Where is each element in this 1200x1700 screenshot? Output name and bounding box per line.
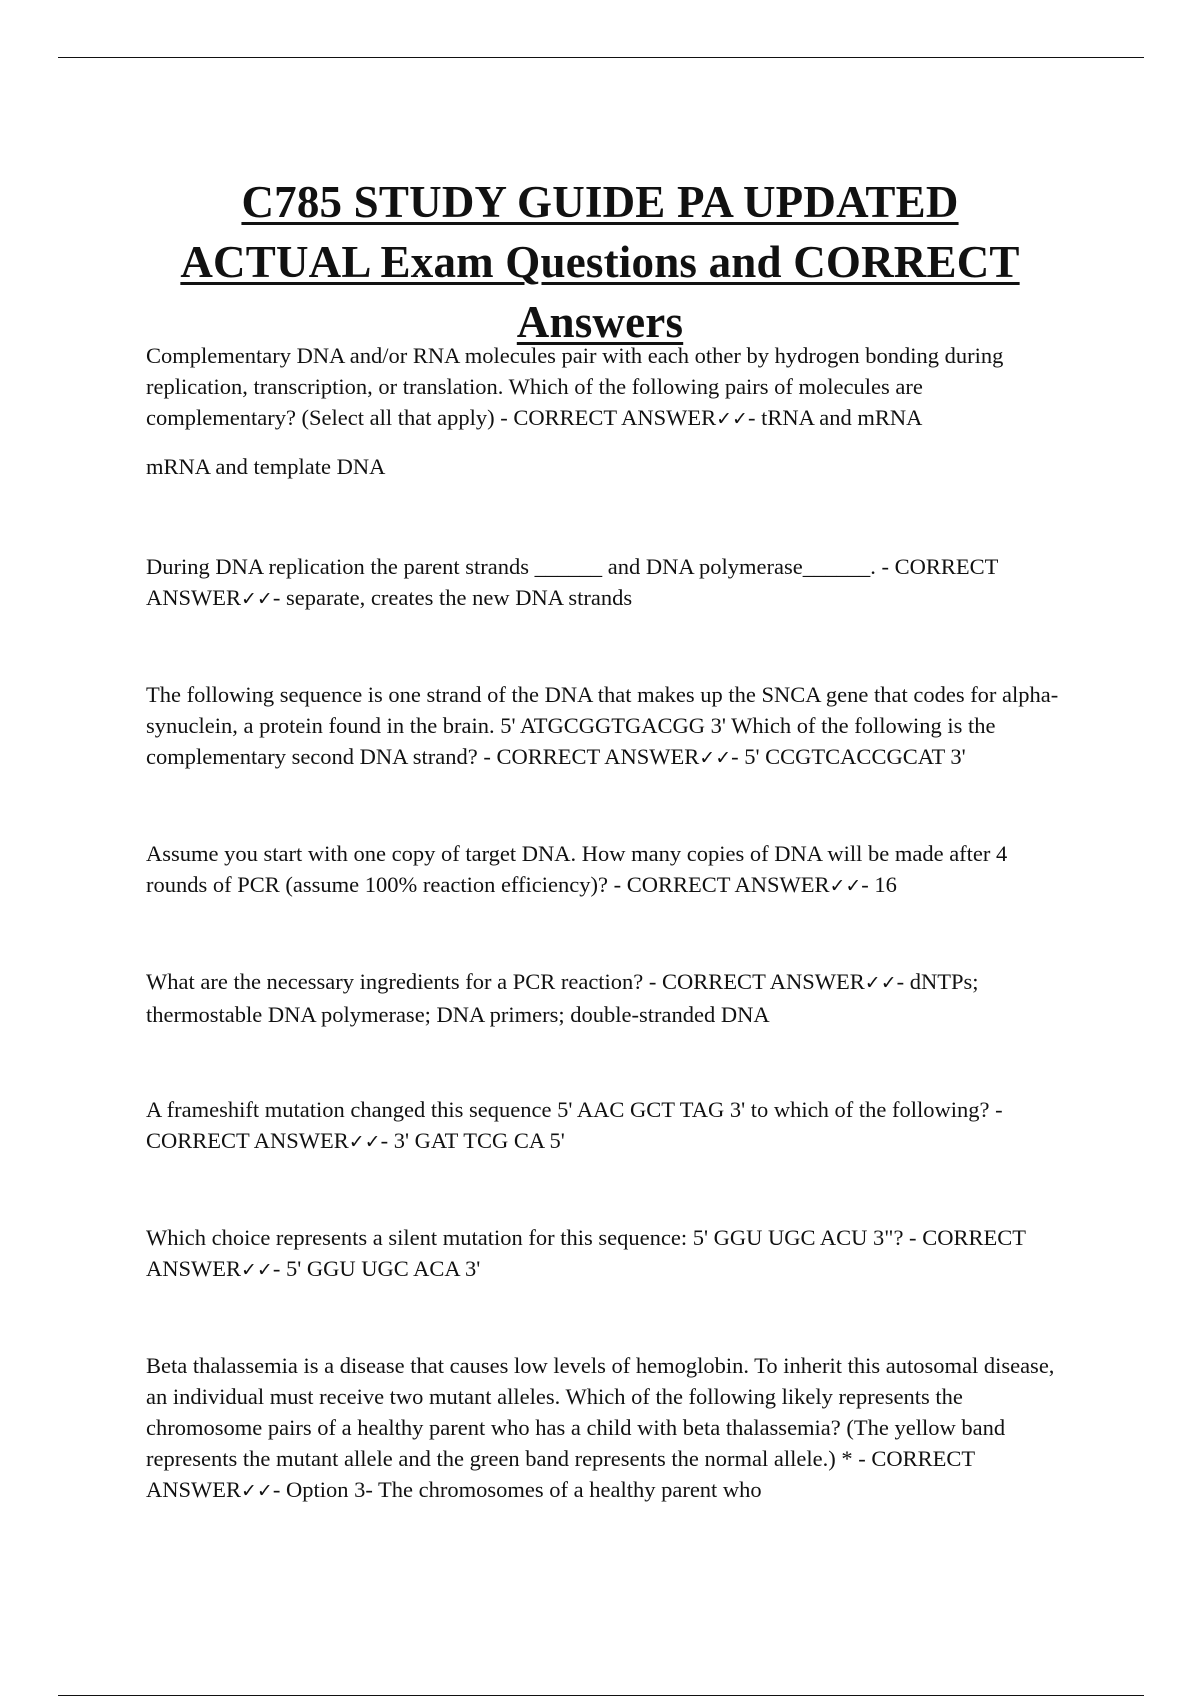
qa-item-4 <box>146 838 1064 902</box>
qa-item-3 <box>146 679 1064 774</box>
answer-text: - dNTPs; thermostable DNA polymerase; DNA primers; double-stranded DNA <box>146 969 979 1027</box>
answer-text: - tRNA and mRNA <box>747 405 923 430</box>
qa-item-7 <box>146 1222 1064 1286</box>
correct-answer-label: CORRECT ANSWER <box>146 1128 349 1153</box>
qa-item-8 <box>146 1350 1064 1507</box>
checkmark-icon: ✓✓ <box>716 408 748 430</box>
answer-text: - 3' GAT TCG CA 5' <box>380 1128 565 1153</box>
checkmark-icon: ✓✓ <box>829 875 862 897</box>
correct-answer-label: CORRECT ANSWER <box>146 554 998 610</box>
answer-extra-line: mRNA and template DNA <box>146 454 386 479</box>
correct-answer-label: CORRECT ANSWER <box>146 1446 975 1502</box>
qa-item-2 <box>146 551 1064 615</box>
bottom-rule <box>58 1695 1144 1696</box>
question-text: Beta thalassemia is a disease that causes low levels of hemoglobin. To inherit this autosomal disease, an individual must receive two mutant alleles. Which of the following likely represents the chromosome pairs of a healthy parent who has a child with beta thalassemia? (The yellow band represents the mutant allele and the green band represents the normal allele.) * - <box>146 1353 1055 1471</box>
qa-list <box>146 340 1064 1507</box>
answer-text: - Option 3- The chromosomes of a healthy parent who <box>272 1477 762 1502</box>
correct-answer-label: CORRECT ANSWER <box>626 872 830 897</box>
answer-text: - separate, creates the new DNA strands <box>272 585 633 610</box>
question-text: What are the necessary ingredients for a PCR reaction? - <box>146 969 663 994</box>
question-text: Complementary DNA and/or RNA molecules pair with each other by hydrogen bonding during replication, transcription, or translation. Which of the following pairs of molecules are complementary? (Select all that apply) - <box>146 343 1004 430</box>
checkmark-icon: ✓✓ <box>699 747 732 769</box>
checkmark-icon: ✓✓ <box>241 1480 273 1502</box>
answer-text: - 16 <box>861 872 897 897</box>
question-text: Assume you start with one copy of target DNA. How many copies of DNA will be made after 4 rounds of PCR (assume 100% reaction efficiency)? - <box>146 841 1008 897</box>
question-text: During DNA replication the parent strands ______ and DNA polymerase______. - <box>146 554 895 579</box>
question-text: Which choice represents a silent mutation for this sequence: 5' GGU UGC ACU 3"? - <box>146 1225 923 1250</box>
title-line-1: C785 STUDY GUIDE PA UPDATED <box>241 177 959 228</box>
qa-item-5 <box>146 966 1064 1030</box>
checkmark-icon: ✓✓ <box>348 1131 381 1153</box>
qa-item-1 <box>146 340 1064 482</box>
checkmark-icon: ✓✓ <box>241 588 273 610</box>
title-line-2: ACTUAL Exam Questions and CORRECT <box>180 237 1020 288</box>
answer-text: - 5' CCGTCACCGCAT 3' <box>731 744 966 769</box>
correct-answer-label: CORRECT ANSWER <box>662 969 865 994</box>
answer-text: - 5' GGU UGC ACA 3' <box>272 1256 481 1281</box>
question-text: A frameshift mutation changed this sequence 5' AAC GCT TAG 3' to which of the following? - <box>146 1097 1003 1122</box>
qa-item-6 <box>146 1094 1064 1158</box>
question-text: The following sequence is one strand of the DNA that makes up the SNCA gene that codes for alpha-synuclein, a protein found in the brain. 5' ATGCGGTGACGG 3' Which of the following is the complementary second DNA strand? - <box>146 682 1059 769</box>
title-line-3: Answers <box>516 297 684 348</box>
document-title <box>70 172 1130 352</box>
top-rule <box>58 57 1144 58</box>
checkmark-icon: ✓✓ <box>241 1259 273 1281</box>
correct-answer-label: CORRECT ANSWER <box>146 1225 1026 1281</box>
checkmark-icon: ✓✓ <box>864 972 897 994</box>
correct-answer-label: CORRECT ANSWER <box>496 744 700 769</box>
correct-answer-label: CORRECT ANSWER <box>513 405 717 430</box>
